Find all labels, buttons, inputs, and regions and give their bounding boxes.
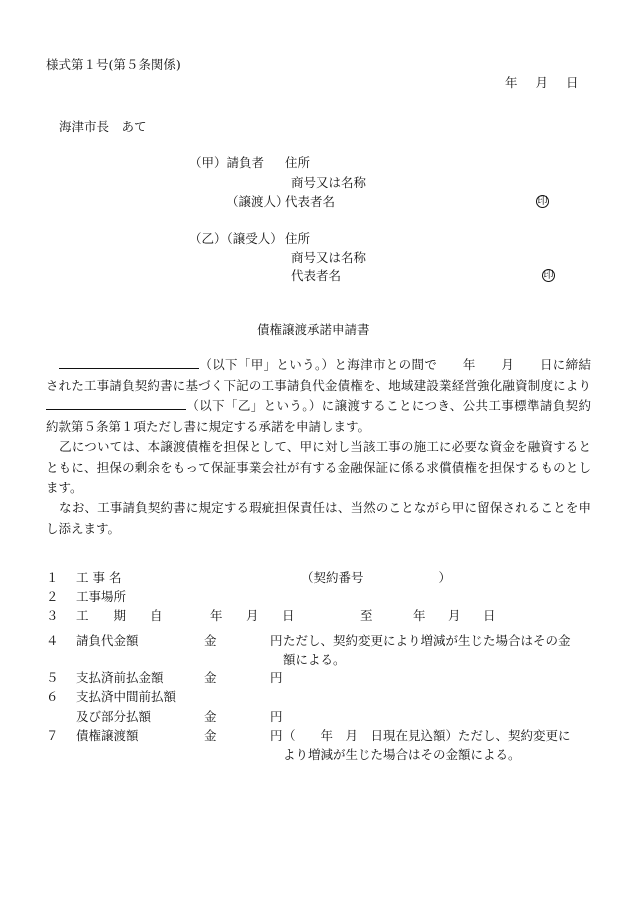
form-number: 様式第１号(第５条関係) bbox=[46, 57, 181, 72]
item-3-year2: 年 bbox=[413, 608, 426, 623]
p3-text: なお、工事請負契約書に規定する瑕疵担保責任は、当然のことながら甲に留保されることを申し添えます。 bbox=[46, 500, 591, 536]
item-3-number: ３ bbox=[46, 608, 59, 623]
date-line bbox=[505, 77, 579, 90]
body-paragraph-2 bbox=[46, 437, 591, 499]
item-3-to: 至 bbox=[360, 608, 373, 623]
party-b-label: （乙）（譲受人） bbox=[189, 231, 283, 246]
party-a-transferor-label: （譲渡人） bbox=[226, 194, 289, 209]
party-a-seal: 印 bbox=[537, 196, 548, 207]
item-3-day2: 日 bbox=[483, 608, 496, 623]
item-6-kin: 金 bbox=[204, 709, 217, 724]
item-7-number: ７ bbox=[46, 728, 59, 743]
party-a-name-label: 商号又は名称 bbox=[291, 175, 367, 190]
item-3-label: 工 期 bbox=[76, 608, 127, 623]
item-4-note-line1: ただし、契約変更により増減が生じた場合はその金 bbox=[283, 633, 571, 648]
addressee: 海津市長 あて bbox=[59, 119, 147, 134]
item-7-label: 債権譲渡額 bbox=[76, 728, 139, 743]
item-4-kin: 金 bbox=[204, 633, 217, 648]
item-4-yen: 円 bbox=[270, 633, 283, 648]
item-5-label: 支払済前払金額 bbox=[76, 670, 164, 685]
item-1-contract-number: （契約番号 ） bbox=[301, 570, 452, 585]
item-7-yen: 円 bbox=[270, 728, 283, 743]
item-6-label-line1: 支払済中間前払額 bbox=[76, 689, 177, 704]
p2-text: 乙については、本譲渡債権を担保として、甲に対し当該工事の施工に必要な資金を融資するとともに、担保の剰余をもって保証事業会社が有する金融保証に係る求償債権を担保するものとします。 bbox=[46, 439, 591, 495]
item-6-label-line2: 及び部分払額 bbox=[76, 709, 152, 724]
item-3-month1: 月 bbox=[246, 608, 259, 623]
item-3-day1: 日 bbox=[282, 608, 295, 623]
item-6-number: ６ bbox=[46, 689, 59, 704]
date-month: 月 bbox=[535, 75, 549, 90]
item-4-label: 請負代金額 bbox=[76, 633, 139, 648]
date-year: 年 bbox=[505, 75, 518, 90]
party-b-seal: 印 bbox=[543, 270, 554, 281]
item-5-number: ５ bbox=[46, 670, 59, 685]
party-b-name-label: 商号又は名称 bbox=[291, 250, 367, 265]
party-a-label: （甲）請負者 bbox=[189, 155, 265, 170]
item-4-note-line2: 額による。 bbox=[283, 652, 346, 667]
item-7-kin: 金 bbox=[204, 728, 217, 743]
party-a-address-label: 住所 bbox=[285, 155, 311, 170]
body-paragraph-1 bbox=[46, 355, 591, 437]
document-title: 債権譲渡承諾申請書 bbox=[257, 322, 370, 337]
item-1-number: １ bbox=[46, 570, 59, 585]
party-a-rep-label: 代表者名 bbox=[285, 194, 336, 209]
item-2-label: 工事場所 bbox=[76, 589, 127, 604]
p1-part-b: （以下「乙」という。）に譲渡することにつき、公共工事標準請負契約約款第５条第１項ただし書に規定する承諾を申請します。 bbox=[46, 398, 591, 434]
party-b-address-label: 住所 bbox=[285, 231, 311, 246]
blank-party-b bbox=[46, 397, 186, 411]
p1-part-a: （以下「甲」という。）と海津市との間で 年 月 日に締結された工事請負契約書に基づく下記の工事請負代金債権を、地域建設業経営強化融資制度により bbox=[46, 357, 591, 393]
item-3-from: 自 bbox=[150, 608, 163, 623]
body-paragraph-3 bbox=[46, 498, 591, 539]
item-3-year1: 年 bbox=[210, 608, 223, 623]
item-6-yen: 円 bbox=[270, 709, 283, 724]
item-7-note-line1: （ 年 月 日現在見込額）ただし、契約変更に bbox=[283, 728, 571, 743]
item-5-kin: 金 bbox=[204, 670, 217, 685]
date-day: 日 bbox=[566, 75, 579, 90]
item-7-note-line2: より増減が生じた場合はその金額による。 bbox=[283, 747, 521, 762]
party-b-rep-label: 代表者名 bbox=[291, 268, 342, 283]
item-3-month2: 月 bbox=[448, 608, 461, 623]
blank-party-a bbox=[59, 356, 199, 370]
item-1-label: 工 事 名 bbox=[76, 570, 122, 585]
item-2-number: ２ bbox=[46, 589, 59, 604]
item-4-number: ４ bbox=[46, 633, 59, 648]
item-5-yen: 円 bbox=[270, 670, 283, 685]
